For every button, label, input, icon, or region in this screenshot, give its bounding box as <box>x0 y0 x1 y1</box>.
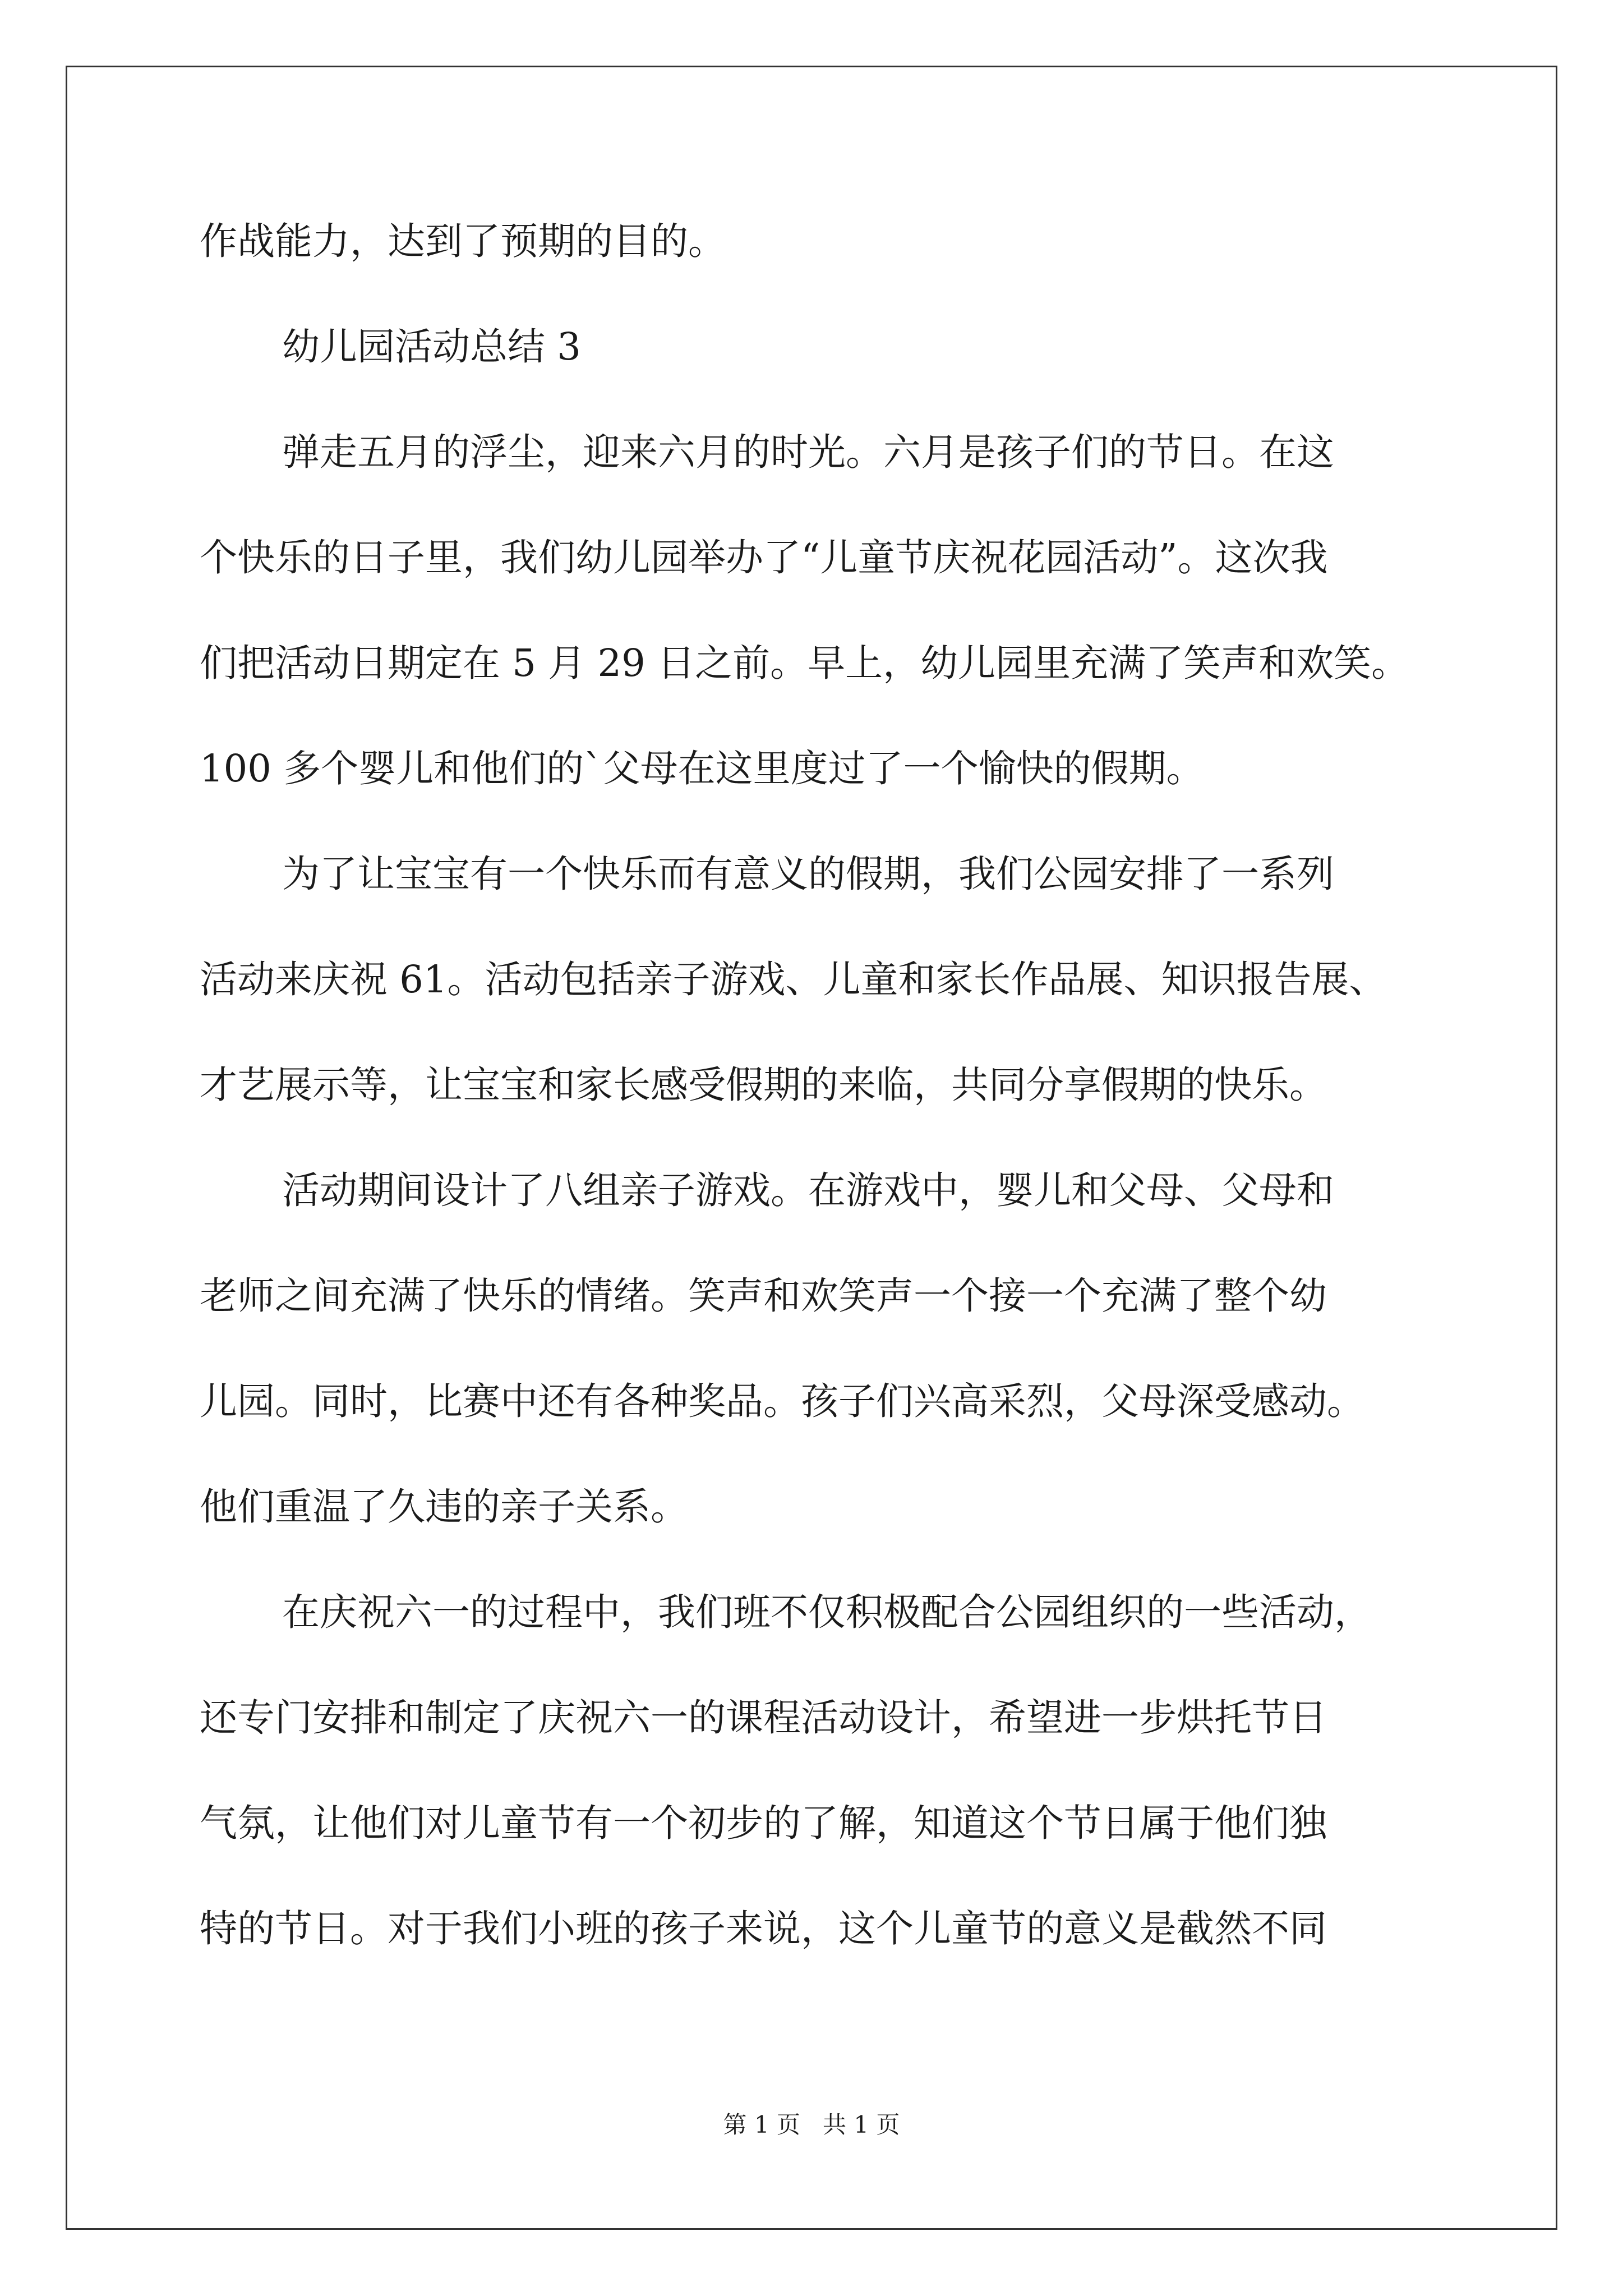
text-line: 作战能力，达到了预期的目的。 <box>200 219 726 263</box>
text-line: 个快乐的日子里，我们幼儿园举办了“儿童节庆祝花园活动”。这次我 <box>200 536 1328 579</box>
text-line: 100 多个婴儿和他们的`父母在这里度过了一个愉快的假期。 <box>200 747 1204 790</box>
text-line: 们把活动日期定在 5 月 29 日之前。早上，幼儿园里充满了笑声和欢笑。 <box>200 641 1409 685</box>
text-line: 老师之间充满了快乐的情绪。笑声和欢笑声一个接一个充满了整个幼 <box>200 1274 1327 1318</box>
text-line: 他们重温了久违的亲子关系。 <box>200 1485 688 1529</box>
section-heading: 幼儿园活动总结 3 <box>282 325 581 369</box>
text-line: 活动来庆祝 61。活动包括亲子游戏、儿童和家长作品展、知识报告展、 <box>200 958 1387 1001</box>
text-line: 儿园。同时，比赛中还有各种奖品。孩子们兴高采烈，父母深受感动。 <box>200 1379 1364 1423</box>
text-line: 才艺展示等，让宝宝和家长感受假期的来临，共同分享假期的快乐。 <box>200 1063 1327 1107</box>
text-line: 还专门安排和制定了庆祝六一的课程活动设计，希望进一步烘托节日 <box>200 1696 1327 1740</box>
text-line: 为了让宝宝有一个快乐而有意义的假期，我们公园安排了一系列 <box>282 852 1334 896</box>
text-line: 在庆祝六一的过程中，我们班不仅积极配合公园组织的一些活动， <box>282 1590 1372 1634</box>
text-line: 活动期间设计了八组亲子游戏。在游戏中，婴儿和父母、父母和 <box>282 1168 1334 1212</box>
page-number-footer: 第 1 页 共 1 页 <box>723 2111 900 2138</box>
text-line: 特的节日。对于我们小班的孩子来说，这个儿童节的意义是截然不同 <box>200 1907 1327 1950</box>
text-line: 弹走五月的浮尘，迎来六月的时光。六月是孩子们的节日。在这 <box>282 430 1334 474</box>
text-line: 气氛，让他们对儿童节有一个初步的了解，知道这个节日属于他们独 <box>200 1801 1327 1845</box>
document-body <box>200 208 1433 2000</box>
